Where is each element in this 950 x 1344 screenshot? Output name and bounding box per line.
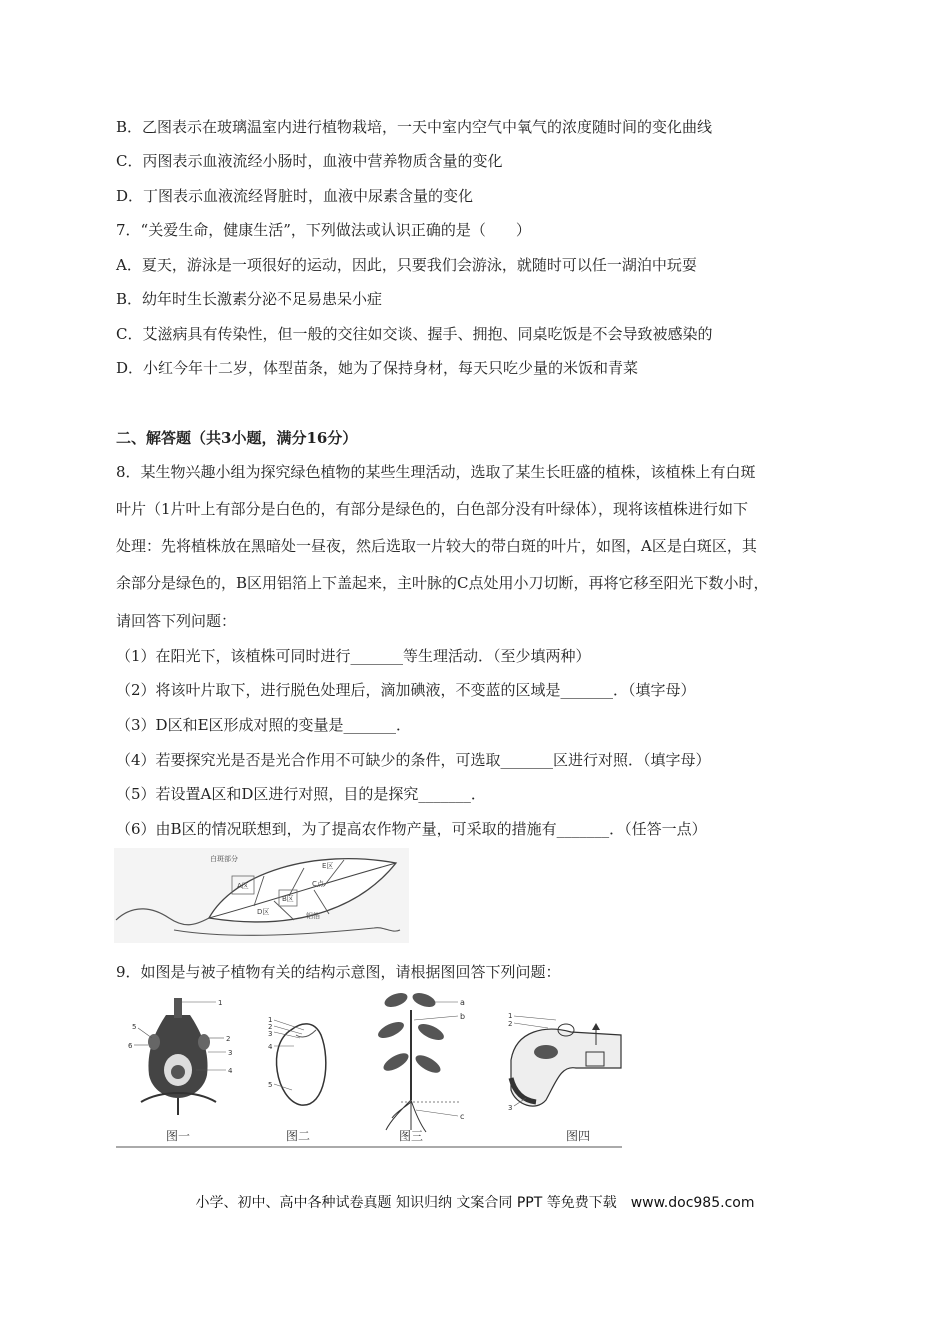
option-d-q7: D．小红今年十二岁，体型苗条，她为了保持身材，每天只吃少量的米饭和青菜 <box>116 359 639 377</box>
leaf-label-white-area: 白斑部分 <box>210 855 238 863</box>
fig2-num-4: 4 <box>268 1043 273 1051</box>
page-footer: 小学、初中、高中各种试卷真题 知识归纳 文案合同 PPT 等免费下载 www.doc985.com <box>195 1195 755 1211</box>
option-c-q6: C．丙图表示血液流经小肠时，血液中营养物质含量的变化 <box>116 152 503 170</box>
question-8-line-1: 8．某生物兴趣小组为探究绿色植物的某些生理活动，选取了某生长旺盛的植株，该植株上有白斑 <box>116 463 756 481</box>
figure-2-seed <box>268 1016 326 1105</box>
question-8-line-3: 处理：先将植株放在黑暗处一昼夜，然后选取一片较大的带白斑的叶片，如图，A区是白斑区，其 <box>116 537 757 555</box>
leaf-label-c: C点 <box>312 880 324 888</box>
plant-structure-figures <box>116 990 626 1150</box>
option-d-q6: D．丁图表示血液流经肾脏时，血液中尿素含量的变化 <box>116 187 474 205</box>
question-8-sub-1: （1）在阳光下，该植株可同时进行_______等生理活动．（至少填两种） <box>116 647 591 665</box>
fig1-num-6: 6 <box>128 1042 133 1050</box>
fig3-letter-b: b <box>460 1012 466 1021</box>
fig1-num-1: 1 <box>218 999 223 1007</box>
fig1-num-2: 2 <box>226 1035 231 1043</box>
leaf-label-d: D区 <box>257 908 270 916</box>
leaf-label-a: A区 <box>237 882 249 890</box>
question-7: 7．“关爱生命，健康生活”，下列做法或认识正确的是（ ） <box>116 221 531 239</box>
option-a-q7: A．夏天，游泳是一项很好的运动，因此，只要我们会游泳，就随时可以任一湖泊中玩耍 <box>116 256 697 274</box>
figure-1-flower <box>128 998 233 1115</box>
leaf-label-e: E区 <box>322 862 334 870</box>
fig2-num-2: 2 <box>268 1023 273 1031</box>
figure-3-seedling <box>376 990 465 1132</box>
fig2-num-3: 3 <box>268 1030 273 1038</box>
fig1-num-4: 4 <box>228 1067 233 1075</box>
question-8-line-4: 余部分是绿色的，B区用铝箔上下盖起来，主叶脉的C点处用小刀切断，再将它移至阳光下数小时， <box>116 574 769 592</box>
question-9: 9．如图是与被子植物有关的结构示意图，请根据图回答下列问题： <box>116 963 561 981</box>
question-8-sub-3: （3）D区和E区形成对照的变量是_______． <box>116 716 412 734</box>
fig2-num-5: 5 <box>268 1081 273 1089</box>
fig4-num-1: 1 <box>508 1012 513 1020</box>
leaf-label-b: B区 <box>282 895 294 903</box>
caption-fig1: 图一 <box>166 1129 191 1143</box>
leaf-diagram <box>114 848 409 943</box>
fig4-num-3: 3 <box>508 1104 513 1112</box>
question-8-sub-6: （6）由B区的情况联想到，为了提高农作物产量，可采取的措施有_______．（任答一点） <box>116 820 707 838</box>
question-8-sub-4: （4）若要探究光是否是光合作用不可缺少的条件，可选取_______区进行对照．（填字母） <box>116 751 711 769</box>
fig2-num-1: 1 <box>268 1016 273 1024</box>
option-c-q7: C．艾滋病具有传染性，但一般的交往如交谈、握手、拥抱、同桌吃饭是不会导致被感染的 <box>116 325 713 343</box>
caption-fig4: 图四 <box>566 1129 591 1143</box>
question-8-sub-5: （5）若设置A区和D区进行对照，目的是探究_______． <box>116 785 486 803</box>
question-8-sub-2: （2）将该叶片取下，进行脱色处理后，滴加碘液，不变蓝的区域是_______．（填字母） <box>116 681 696 699</box>
fig3-letter-c: c <box>460 1112 465 1121</box>
figure-4-leaf-section <box>508 1012 621 1112</box>
leaf-label-foil: 铝箔 <box>306 912 320 920</box>
caption-fig2: 图二 <box>286 1129 311 1143</box>
option-b-q6: B．乙图表示在玻璃温室内进行植物栽培，一天中室内空气中氧气的浓度随时间的变化曲线 <box>116 118 713 136</box>
caption-fig3: 图三 <box>399 1129 424 1143</box>
fig1-num-5: 5 <box>132 1023 137 1031</box>
option-b-q7: B．幼年时生长激素分泌不足易患呆小症 <box>116 290 383 308</box>
fig4-num-2: 2 <box>508 1020 513 1028</box>
section-heading: 二、解答题（共3小题，满分16分） <box>116 429 358 447</box>
fig3-letter-a: a <box>460 998 465 1007</box>
question-8-line-2: 叶片（1片叶上有部分是白色的，有部分是绿色的，白色部分没有叶绿体），现将该植株进行如下 <box>116 500 749 518</box>
question-8-line-5: 请回答下列问题： <box>116 612 237 630</box>
fig1-num-3: 3 <box>228 1049 233 1057</box>
